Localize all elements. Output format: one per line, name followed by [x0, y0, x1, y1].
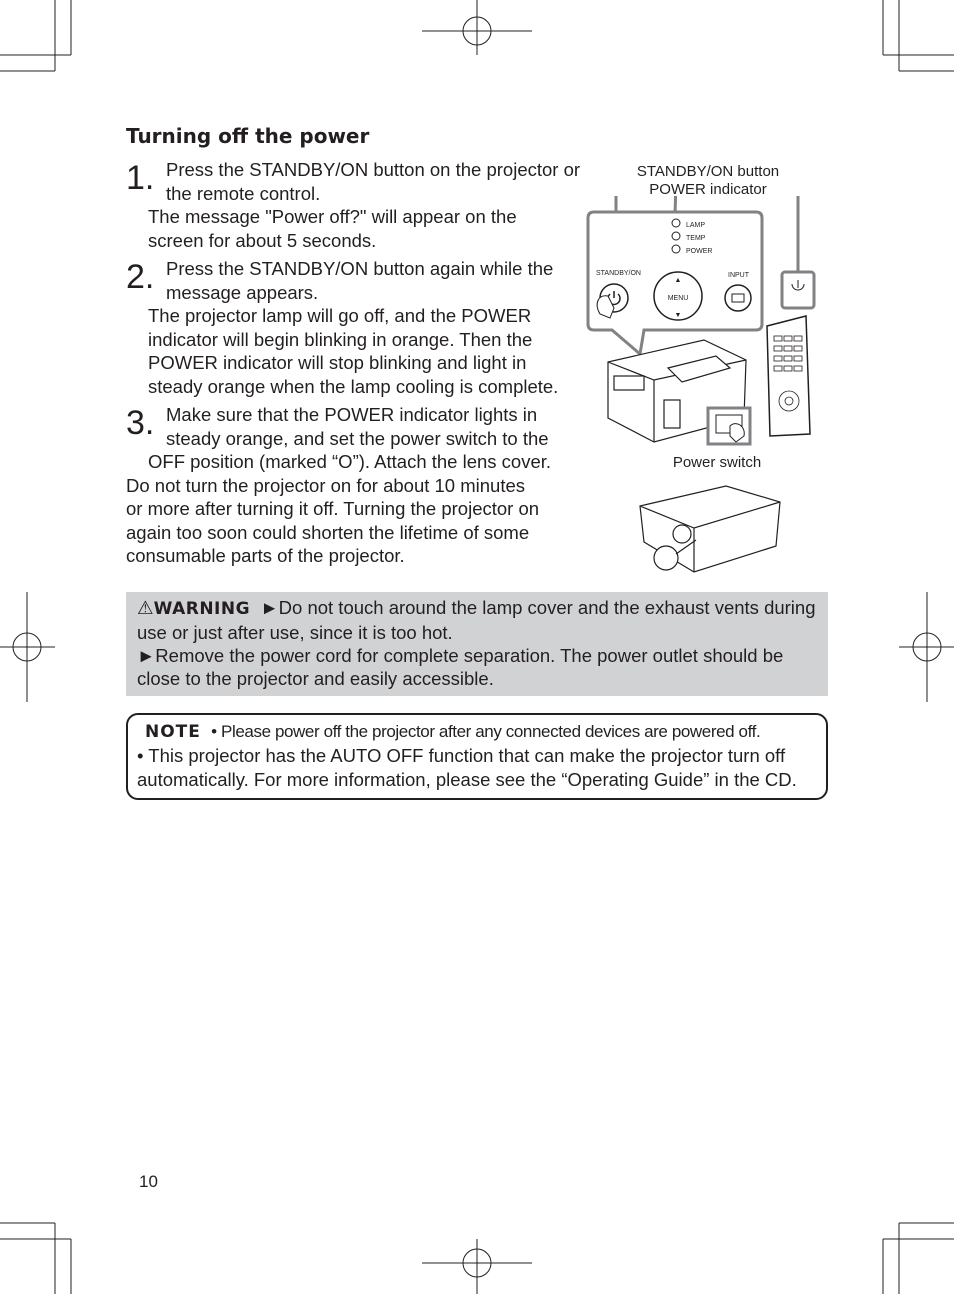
panel-input-label: INPUT — [728, 272, 749, 279]
step-number: 2. — [126, 258, 155, 296]
warning-line-2: ►Remove the power cord for complete separation. The power outlet should be close to the projector and easily accessible. — [137, 645, 784, 689]
closing-paragraph: Do not turn the projector on for about 10 minutes or more after turning it off. Turning the projector on again too soon could shorten the lifetime of some consumable parts of the projector. — [126, 474, 540, 566]
page-number: 10 — [139, 1172, 158, 1191]
note-item-1: • Please power off the projector after any connected devices are powered off. — [211, 722, 761, 741]
step-number: 1. — [126, 159, 155, 197]
note-box — [126, 713, 828, 800]
panel-menu-label: MENU — [667, 295, 689, 302]
projector-lens-cover-icon — [640, 486, 780, 572]
step-detail: OFF position (marked “O”). Attach the lens cover. — [148, 451, 552, 472]
svg-text:▲: ▲ — [674, 277, 682, 284]
warning-title: WARNING — [153, 599, 251, 619]
projector-figure — [584, 196, 828, 580]
step-instruction: Press the STANDBY/ON button again while the message appears. — [166, 258, 554, 303]
label-power-switch: Power switch — [672, 454, 762, 471]
panel-standby-label: STANDBY/ON — [596, 270, 641, 277]
step-instruction: Make sure that the POWER indicator lights in steady orange, and set the power switch to the — [166, 404, 549, 449]
power-switch-callout — [708, 408, 750, 444]
warning-line-1: ►Do not touch around the lamp cover and the exhaust vents during use or just after use, since it is too hot. — [137, 597, 816, 643]
panel-temp-label: TEMP — [686, 235, 706, 242]
step-3 — [126, 403, 586, 474]
step-number: 3. — [126, 404, 155, 442]
warning-triangle-icon: ⚠ — [137, 597, 154, 618]
svg-text:▼: ▼ — [674, 312, 682, 319]
panel-power-label: POWER — [686, 248, 713, 255]
step-detail: The projector lamp will go off, and the POWER indicator will begin blinking in orange. Then the POWER indicator will stop blinking and light in steady orange when the lamp cooling is complete. — [148, 305, 559, 397]
step-2 — [126, 257, 586, 398]
label-standby-button: STANDBY/ON button — [636, 163, 780, 180]
section-title: Turning off the power — [126, 124, 370, 148]
step-detail: The message "Power off?" will appear on the screen for about 5 seconds. — [148, 206, 517, 251]
remote-control-icon — [767, 316, 810, 436]
label-power-indicator: POWER indicator — [649, 181, 767, 198]
panel-lamp-label: LAMP — [686, 222, 706, 229]
note-item-2: • This projector has the AUTO OFF function that can make the projector turn off automatically. For more information, please see the “Operating Guide” in the CD. — [137, 745, 797, 790]
steps-list — [126, 158, 586, 568]
step-1 — [126, 158, 586, 252]
warning-box — [126, 592, 828, 696]
step-instruction: Press the STANDBY/ON button on the projector or the remote control. — [166, 159, 581, 204]
note-title: NOTE — [145, 722, 201, 742]
